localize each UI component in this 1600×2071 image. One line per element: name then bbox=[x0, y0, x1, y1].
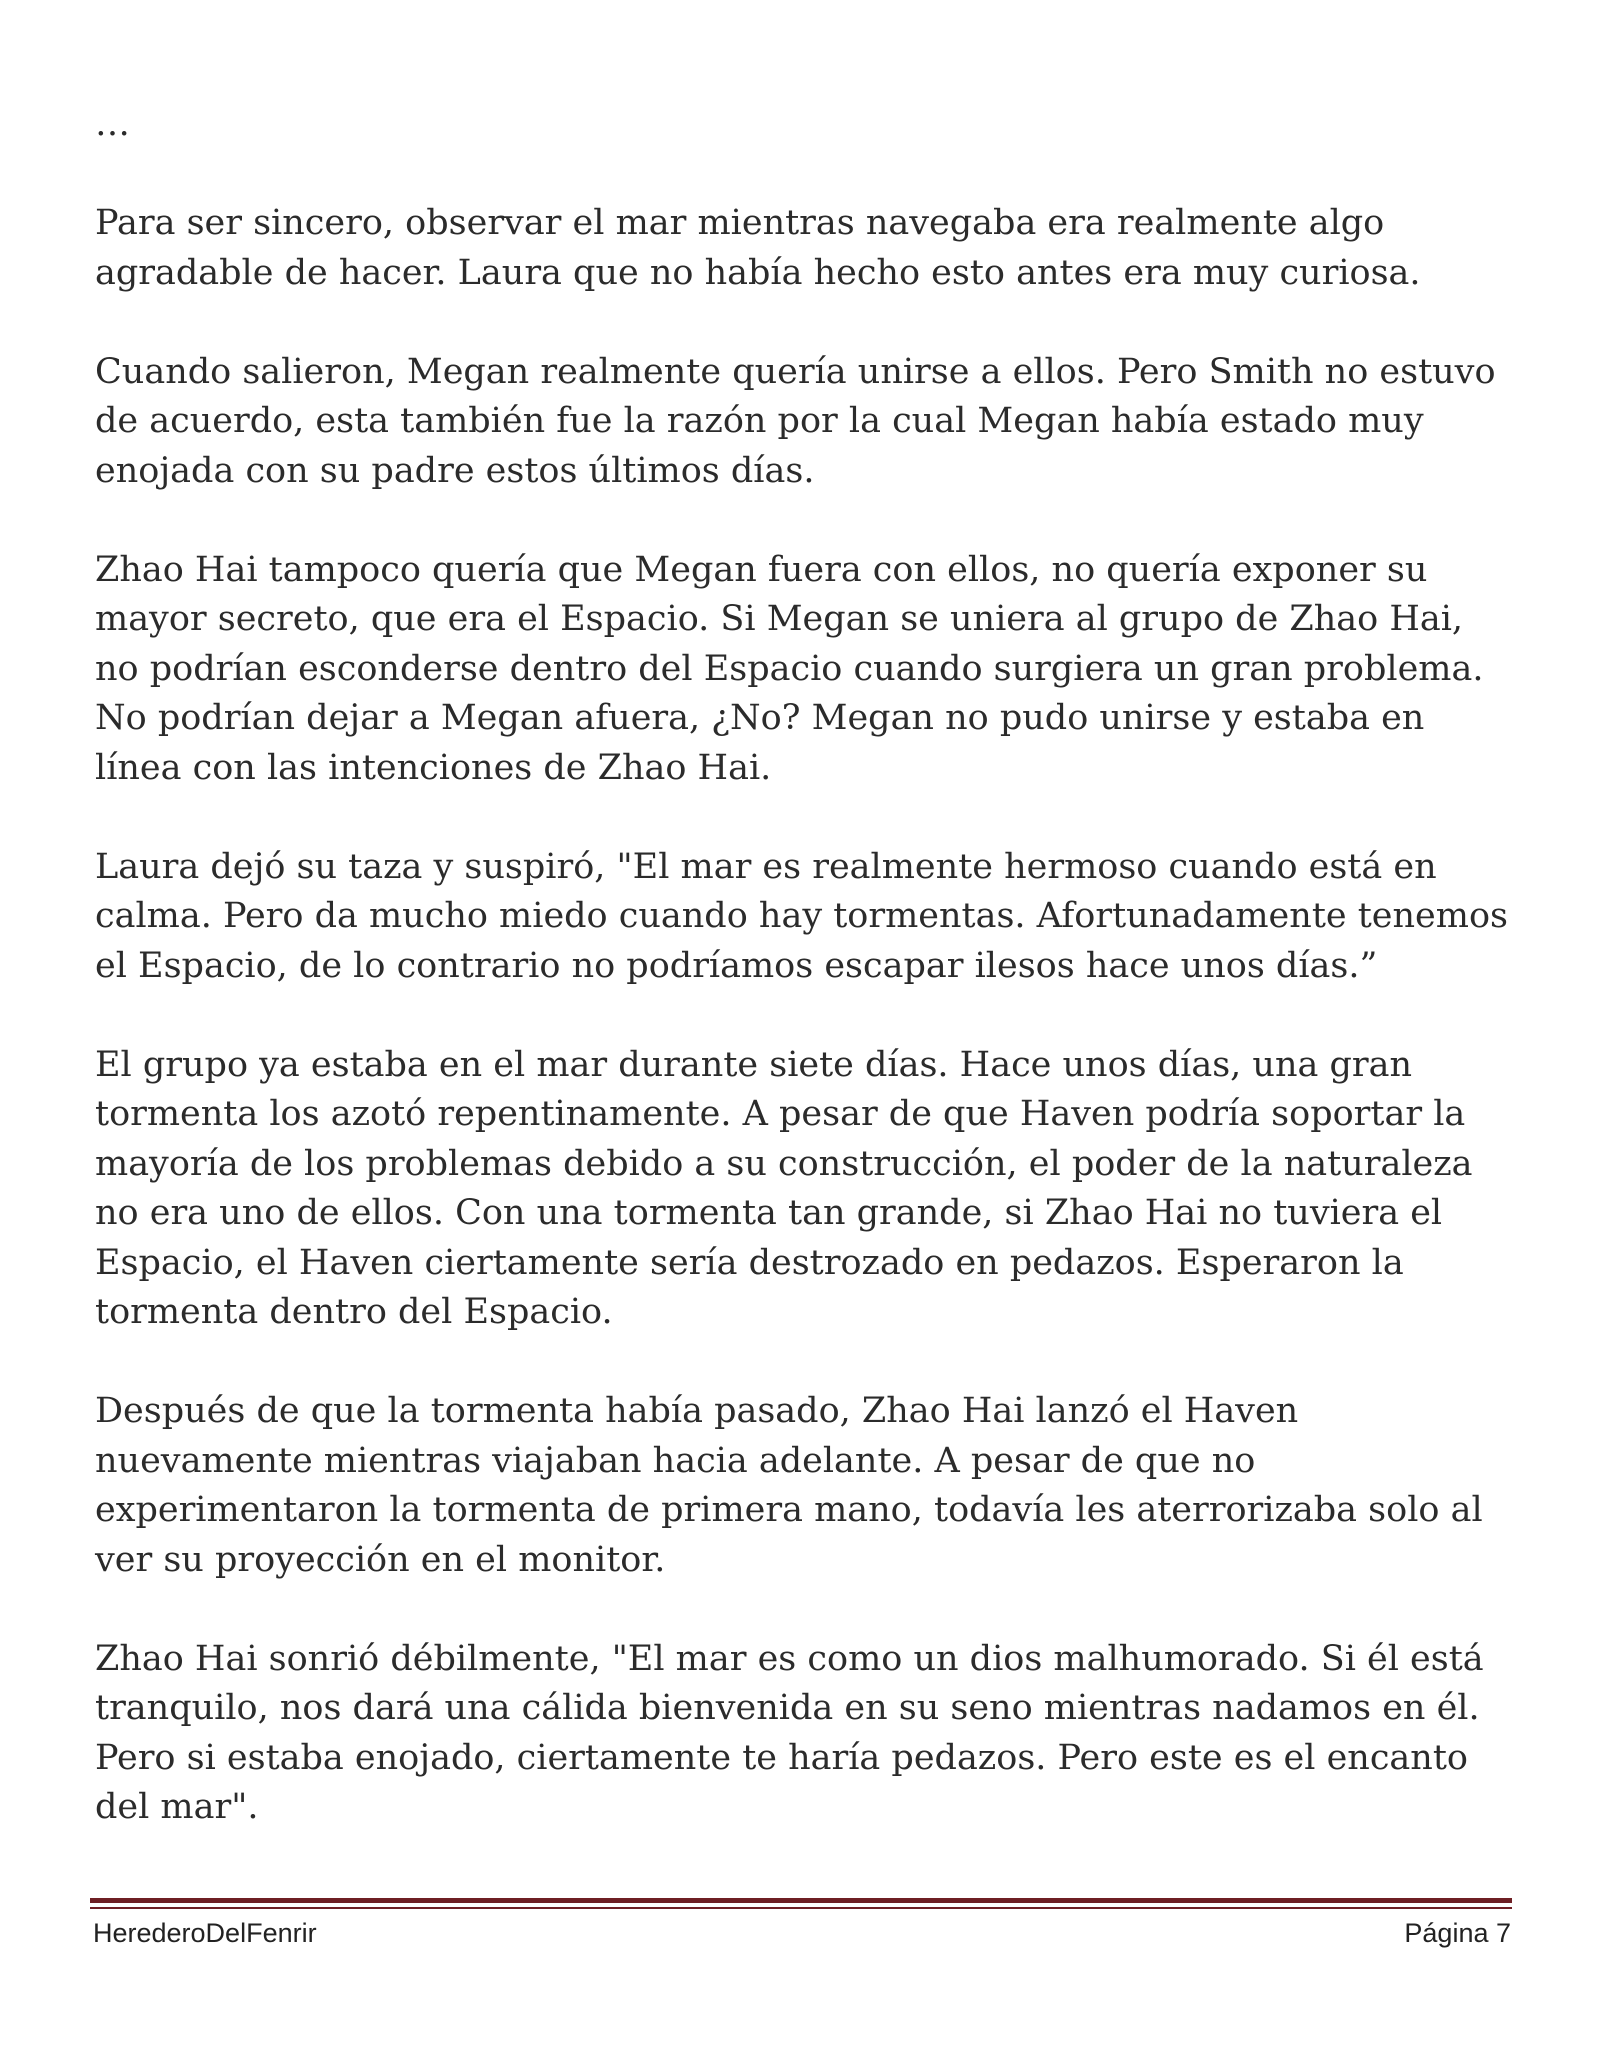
page-footer bbox=[93, 1918, 1511, 1958]
paragraph: El grupo ya estaba en el mar durante siete días. Hace unos días, una gran tormenta los azotó repentinamente. A pesar de que Haven podría soportar la mayoría de los problemas debido a su construcción, el poder de la naturaleza no era uno de ellos. Con una tormenta tan grande, si Zhao Hai no tuviera el Espacio, el Haven ciertamente sería destrozado en pedazos. Esperaron la tormenta dentro del Espacio. bbox=[95, 1044, 1473, 1332]
paragraph: Zhao Hai sonrió débilmente, "El mar es como un dios malhumorado. Si él está tranquilo, nos dará una cálida bienvenida en su seno mientras nadamos en él. Pero si estaba enojado, ciertamente te haría pedazos. Pero este es el encanto del mar". bbox=[95, 1638, 1484, 1827]
document-body bbox=[95, 100, 1515, 1882]
footer-author: HerederoDelFenrir bbox=[93, 1918, 317, 1948]
paragraph: Cuando salieron, Megan realmente quería unirse a ellos. Pero Smith no estuvo de acuerdo, esta también fue la razón por la cual Megan había estado muy enojada con su padre estos últimos días. bbox=[95, 351, 1496, 491]
paragraph: Laura dejó su taza y suspiró, "El mar es realmente hermoso cuando está en calma. Pero da mucho miedo cuando hay tormentas. Afortunadamente tenemos el Espacio, de lo contrario no podríamos escapar ilesos hace unos días.” bbox=[95, 846, 1508, 986]
footer-page-number: Página 7 bbox=[1404, 1918, 1511, 1948]
paragraph: Para ser sincero, observar el mar mientras navegaba era realmente algo agradable de hacer. Laura que no había hecho esto antes era muy curiosa. bbox=[95, 203, 1421, 293]
footer-divider-thick bbox=[90, 1898, 1512, 1903]
paragraph: Después de que la tormenta había pasado, Zhao Hai lanzó el Haven nuevamente mientras viajaban hacia adelante. A pesar de que no experimentaron la tormenta de primera mano, todavía les aterrorizaba solo al ver su proyección en el monitor. bbox=[95, 1391, 1483, 1580]
footer-divider-thin bbox=[90, 1907, 1512, 1909]
paragraph-ellipsis: … bbox=[95, 104, 130, 144]
paragraph: Zhao Hai tampoco quería que Megan fuera con ellos, no quería exponer su mayor secreto, que era el Espacio. Si Megan se uniera al grupo de Zhao Hai, no podrían esconderse dentro del Espacio cuando surgiera un gran problema. No podrían dejar a Megan afuera, ¿No? Megan no pudo unirse y estaba en línea con las intenciones de Zhao Hai. bbox=[95, 549, 1484, 788]
